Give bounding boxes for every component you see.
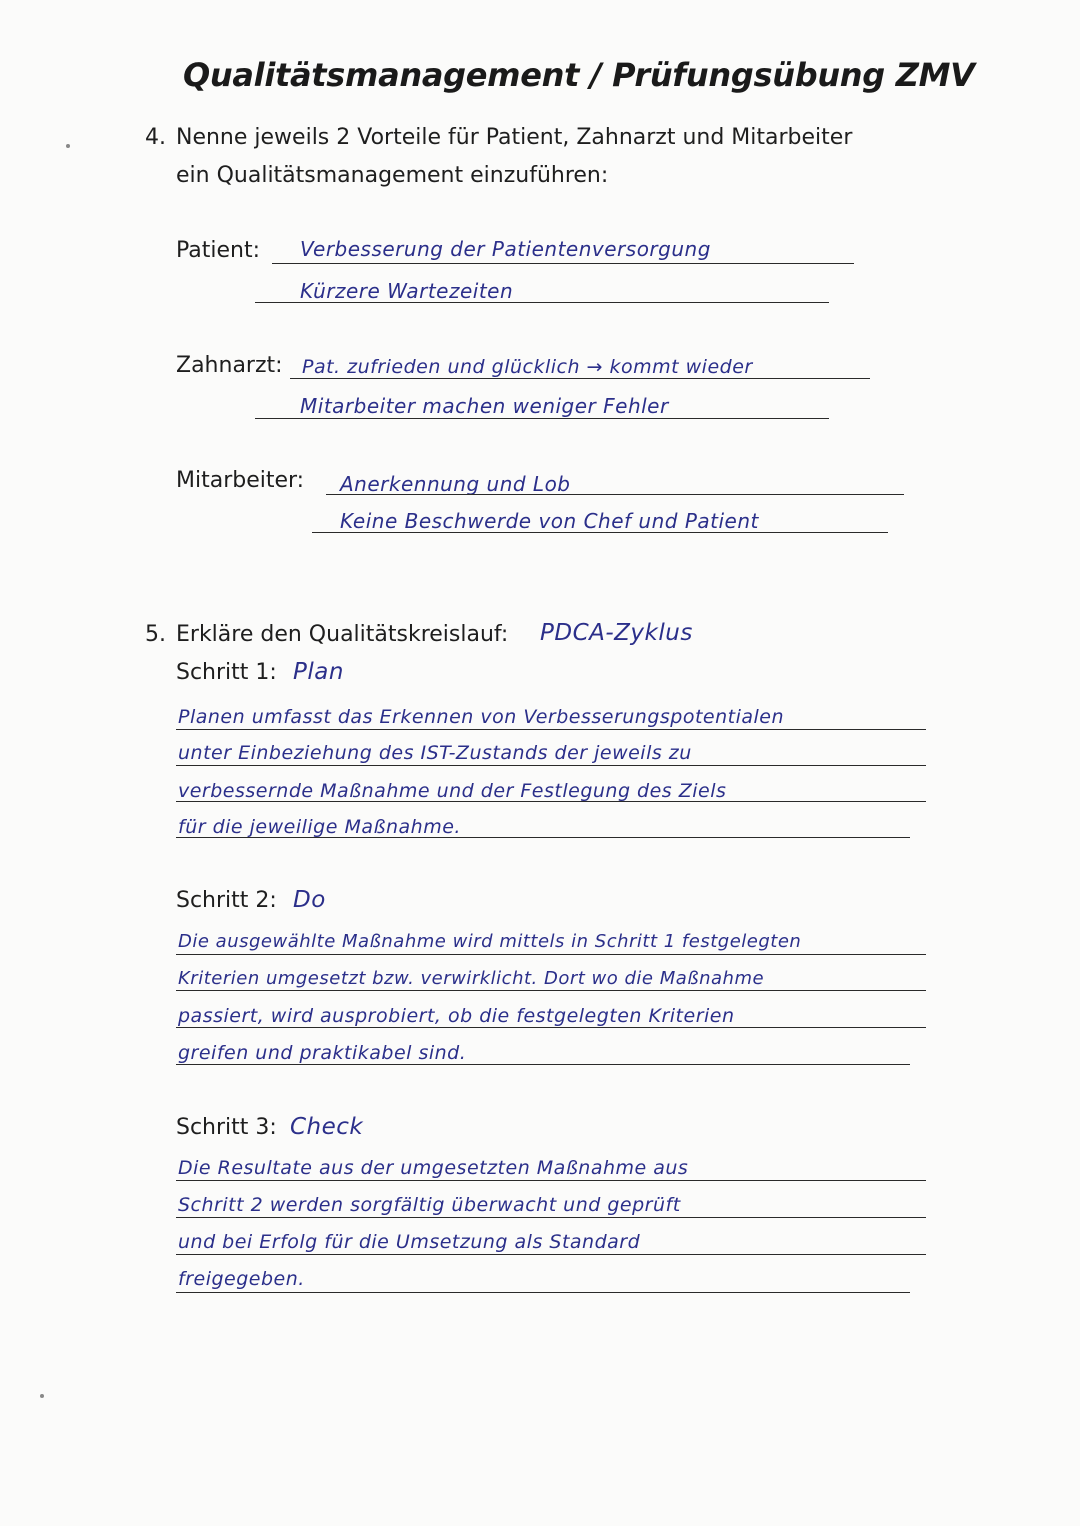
- answer-line: [176, 1027, 926, 1028]
- question-4-line-1: Nenne jeweils 2 Vorteile für Patient, Zahnarzt und Mitarbeiter: [176, 125, 853, 150]
- step-2-name: Do: [293, 887, 326, 913]
- answer-line: [176, 837, 910, 838]
- answer-line: [176, 1180, 926, 1181]
- mitarbeiter-label: Mitarbeiter:: [176, 468, 305, 493]
- step-2-line-4: greifen und praktikabel sind.: [178, 1042, 467, 1064]
- step-3-label: Schritt 3:: [176, 1115, 277, 1140]
- question-4-line-2: ein Qualitätsmanagement einzuführen:: [176, 163, 609, 188]
- step-1-line-4: für die jeweilige Maßnahme.: [178, 816, 461, 838]
- answer-line: [326, 494, 904, 495]
- answer-line: [176, 1292, 910, 1293]
- patient-answer-2: Kürzere Wartezeiten: [300, 279, 514, 303]
- mitarbeiter-answer-2: Keine Beschwerde von Chef und Patient: [340, 509, 759, 533]
- answer-line: [176, 954, 926, 955]
- step-3-name: Check: [290, 1114, 364, 1140]
- question-4-number: 4.: [145, 125, 166, 150]
- step-3-line-3: und bei Erfolg für die Umsetzung als Standard: [178, 1231, 641, 1253]
- answer-line: [176, 1064, 910, 1065]
- step-1-line-3: verbessernde Maßnahme und der Festlegung des Ziels: [178, 780, 727, 802]
- step-2-line-3: passiert, wird ausprobiert, ob die festgelegten Kriterien: [178, 1005, 735, 1027]
- page-title: Qualitätsmanagement / Prüfungsübung ZMV: [183, 56, 975, 94]
- step-2-line-2: Kriterien umgesetzt bzw. verwirklicht. Dort wo die Maßnahme: [178, 968, 765, 989]
- zahnarzt-answer-2: Mitarbeiter machen weniger Fehler: [300, 394, 669, 418]
- question-5-number: 5.: [145, 622, 166, 647]
- answer-line: [176, 1217, 926, 1218]
- scan-speck: [66, 144, 70, 148]
- patient-label: Patient:: [176, 238, 261, 263]
- step-2-label: Schritt 2:: [176, 888, 277, 913]
- answer-line: [176, 729, 926, 730]
- question-5-text: Erkläre den Qualitätskreislauf:: [176, 622, 509, 647]
- mitarbeiter-answer-1: Anerkennung und Lob: [340, 472, 571, 496]
- step-2-line-1: Die ausgewählte Maßnahme wird mittels in Schritt 1 festgelegten: [178, 931, 802, 952]
- step-3-line-2: Schritt 2 werden sorgfältig überwacht und geprüft: [178, 1194, 681, 1216]
- answer-line: [176, 990, 926, 991]
- scan-speck: [40, 1394, 44, 1398]
- step-3-line-1: Die Resultate aus der umgesetzten Maßnahme aus: [178, 1157, 689, 1179]
- step-1-label: Schritt 1:: [176, 660, 277, 685]
- answer-line: [290, 378, 870, 379]
- question-5-answer: PDCA-Zyklus: [540, 620, 693, 646]
- zahnarzt-label: Zahnarzt:: [176, 353, 283, 378]
- zahnarzt-answer-1: Pat. zufrieden und glücklich → kommt wieder: [302, 356, 753, 378]
- answer-line: [176, 765, 926, 766]
- step-3-line-4: freigegeben.: [178, 1268, 305, 1290]
- patient-answer-1: Verbesserung der Patientenversorgung: [300, 237, 711, 261]
- answer-line: [255, 418, 829, 419]
- answer-line: [176, 1254, 926, 1255]
- answer-line: [312, 532, 888, 533]
- answer-line: [255, 302, 829, 303]
- answer-line: [272, 263, 854, 264]
- step-1-line-2: unter Einbeziehung des IST-Zustands der jeweils zu: [178, 742, 692, 764]
- answer-line: [176, 801, 926, 802]
- step-1-name: Plan: [293, 659, 344, 685]
- step-1-line-1: Planen umfasst das Erkennen von Verbesserungspotentialen: [178, 706, 785, 728]
